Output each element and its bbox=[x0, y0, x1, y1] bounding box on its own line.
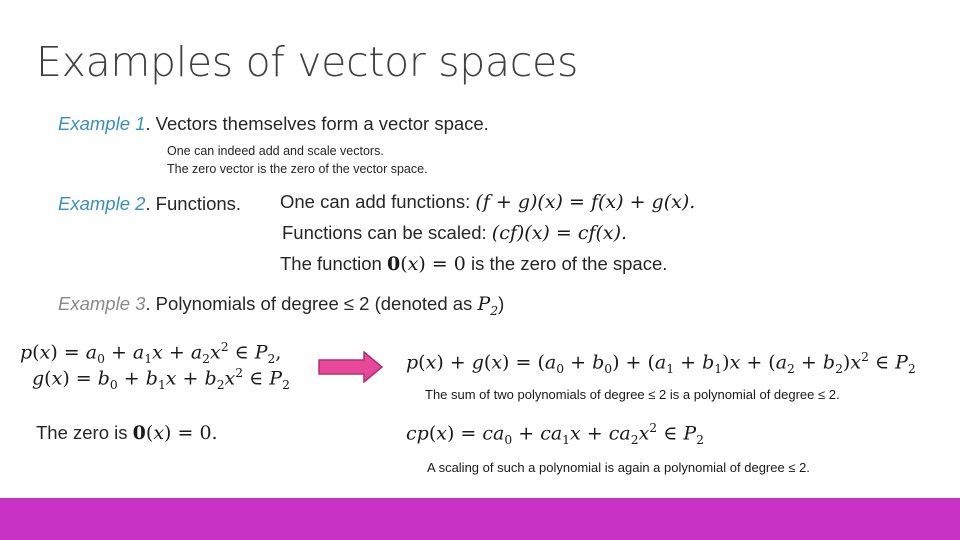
functions-add-text: One can add functions: bbox=[280, 191, 476, 212]
polynomial-p-formula: $p(x) = a_0 + a_1x + a_2x^2$ ∈ $P_2$, bbox=[20, 340, 282, 367]
page-title: Examples of vector spaces bbox=[36, 38, 579, 86]
zero-polynomial-text: The zero is bbox=[36, 422, 133, 443]
example-1-heading bbox=[58, 113, 489, 135]
example-2-text: . Functions. bbox=[145, 193, 242, 214]
zero-polynomial-line bbox=[36, 422, 218, 444]
example-1-text: . Vectors themselves form a vector space. bbox=[145, 113, 489, 134]
example-2-heading bbox=[58, 193, 241, 215]
functions-zero-line bbox=[280, 253, 667, 275]
functions-zero-text-b: is the zero of the space. bbox=[465, 253, 668, 274]
sum-caption: The sum of two polynomials of degree ≤ 2 is a polynomial of degree ≤ 2. bbox=[425, 387, 840, 402]
functions-scale-text: Functions can be scaled: bbox=[282, 222, 492, 243]
functions-zero-text-a: The function bbox=[280, 253, 387, 274]
functions-add-line bbox=[280, 191, 695, 213]
polynomial-g-formula: $g(x) = b_0 + b_1x + b_2x^2$ ∈ $P_2$ bbox=[32, 366, 290, 393]
zero-polynomial-formula: 0(x) = 0. bbox=[132, 422, 218, 444]
example-3-text: . Polynomials of degree ≤ 2 (denoted as bbox=[145, 293, 478, 314]
p2-symbol: $P_2$ bbox=[477, 293, 499, 318]
example-3-label: Example 3 bbox=[58, 293, 146, 314]
example-1-line-2: The zero vector is the zero of the vector space. bbox=[167, 162, 428, 176]
functions-scale-formula: (cf)(x) = cf(x). bbox=[491, 222, 628, 244]
example-3-heading bbox=[58, 293, 504, 318]
example-1-label: Example 1 bbox=[58, 113, 146, 134]
footer-bar bbox=[0, 498, 960, 540]
functions-zero-formula: 0(x) = 0 bbox=[386, 253, 466, 275]
example-2-label: Example 2 bbox=[58, 193, 146, 214]
functions-scale-line bbox=[282, 222, 627, 244]
scale-caption: A scaling of such a polynomial is again a polynomial of degree ≤ 2. bbox=[427, 460, 810, 475]
functions-add-formula: (f + g)(x) = f(x) + g(x). bbox=[475, 191, 696, 213]
scale-formula: $cp(x) = ca_0 + ca_1x + ca_2x^2$ ∈ $P_2$ bbox=[406, 421, 704, 448]
example-1-line-1: One can indeed add and scale vectors. bbox=[167, 144, 384, 158]
sum-formula: $p(x) + g(x) = (a_0 + b_0) + (a_1 + b_1)x + (a_2 + b_2)x^2$ ∈ $P_2$ bbox=[406, 350, 916, 377]
example-3-text-end: ) bbox=[498, 293, 505, 314]
right-arrow-icon bbox=[318, 351, 384, 383]
